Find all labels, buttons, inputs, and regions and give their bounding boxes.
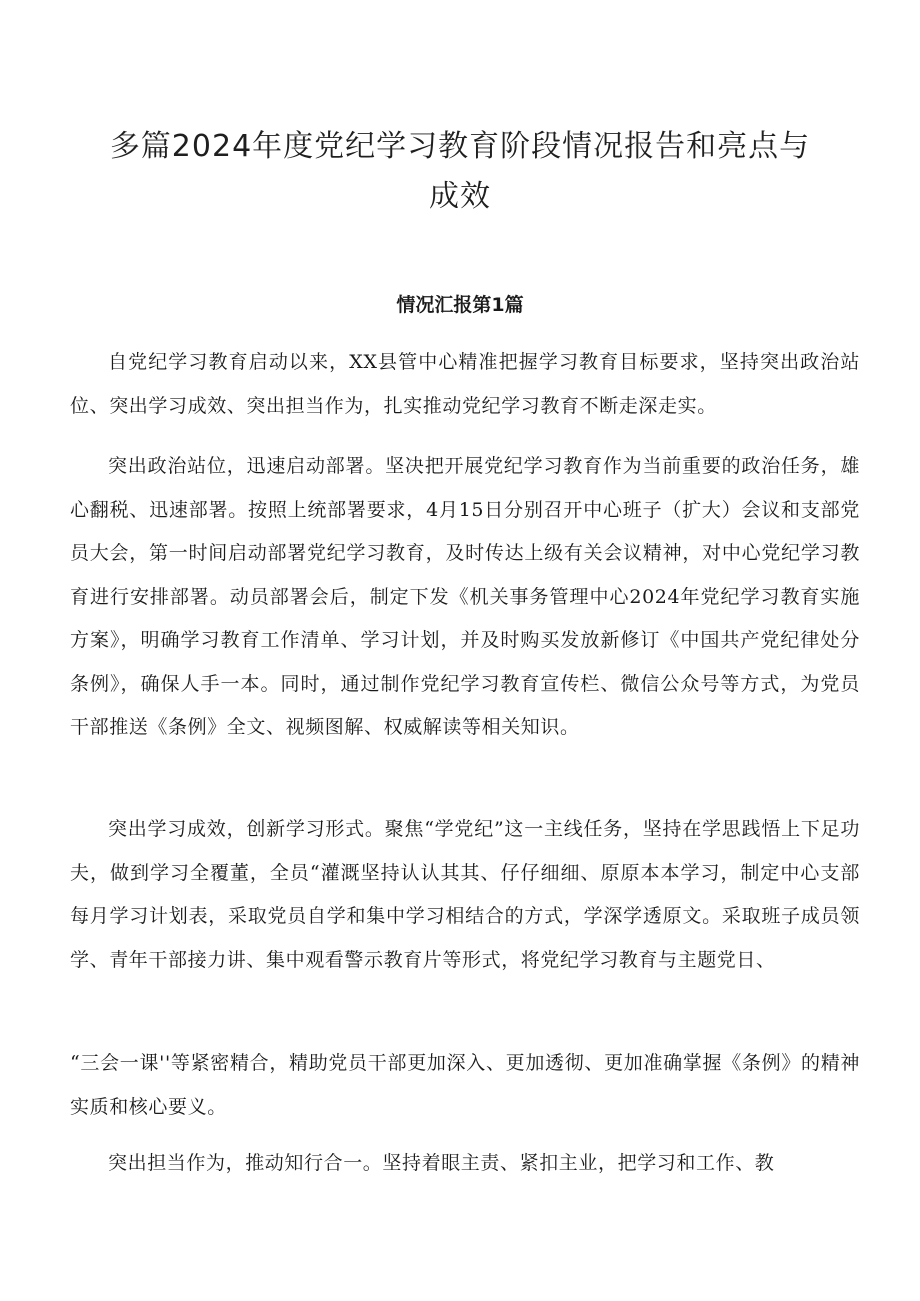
title-line-2: 成效 bbox=[429, 179, 491, 214]
paragraph-learning-results-continued: “三会一课''等紧密精合，精助党员干部更加深入、更加透彻、更加准确掌握《条例》的精神实质和核心要义。 bbox=[70, 1052, 860, 1118]
document-title bbox=[60, 122, 860, 222]
paragraph-intro: 自党纪学习教育启动以来，XX县管中心精准把握学习教育目标要求，坚持突出政治站位、突出学习成效、突出担当作为，扎实推动党纪学习教育不断走深走实。 bbox=[70, 351, 860, 417]
paragraph-learning-results: 突出学习成效，创新学习形式。聚焦“学党纪”这一主线任务，坚持在学思践悟上下足功夫，做到学习全覆董，全员“灌溉坚持认认其其、仔仔细细、原原本本学习，制定中心支部每月学习计划表，采取党员自学和集中学习相结合的方式，学深学透原文。采取班子成员领学、青年干部接力讲、集中观看警示教育片等形式，将党纪学习教育与主题党日、 bbox=[70, 818, 860, 971]
section-heading: 情况汇报第1篇 bbox=[396, 294, 524, 316]
paragraph-responsibility: 突出担当作为，推动知行合一。坚持着眼主责、紧扣主业，把学习和工作、教 bbox=[108, 1152, 775, 1174]
paragraph-political-stance: 突出政治站位，迅速启动部署。坚决把开展党纪学习教育作为当前重要的政治任务，雄心翻税、迅速部署。按照上统部署要求，4月15日分别召开中心班子（扩大）会议和支部党员大会，第一时间启动部署党纪学习教育，及时传达上级有关会议精神，对中心党纪学习教育进行安排部署。动员部署会后，制定下发《机关事务管理中心2024年党纪学习教育实施方案》，明确学习教育工作清单、学习计划，并及时购买发放新修订《中国共产党纪律处分条例》，确保人手一本。同时，通过制作党纪学习教育宣传栏、微信公众号等方式，为党员干部推送《条例》全文、视频图解、权威解读等相关知识。 bbox=[70, 455, 860, 738]
title-line-1: 多篇2024年度党纪学习教育阶段情况报告和亮点与 bbox=[109, 129, 811, 164]
